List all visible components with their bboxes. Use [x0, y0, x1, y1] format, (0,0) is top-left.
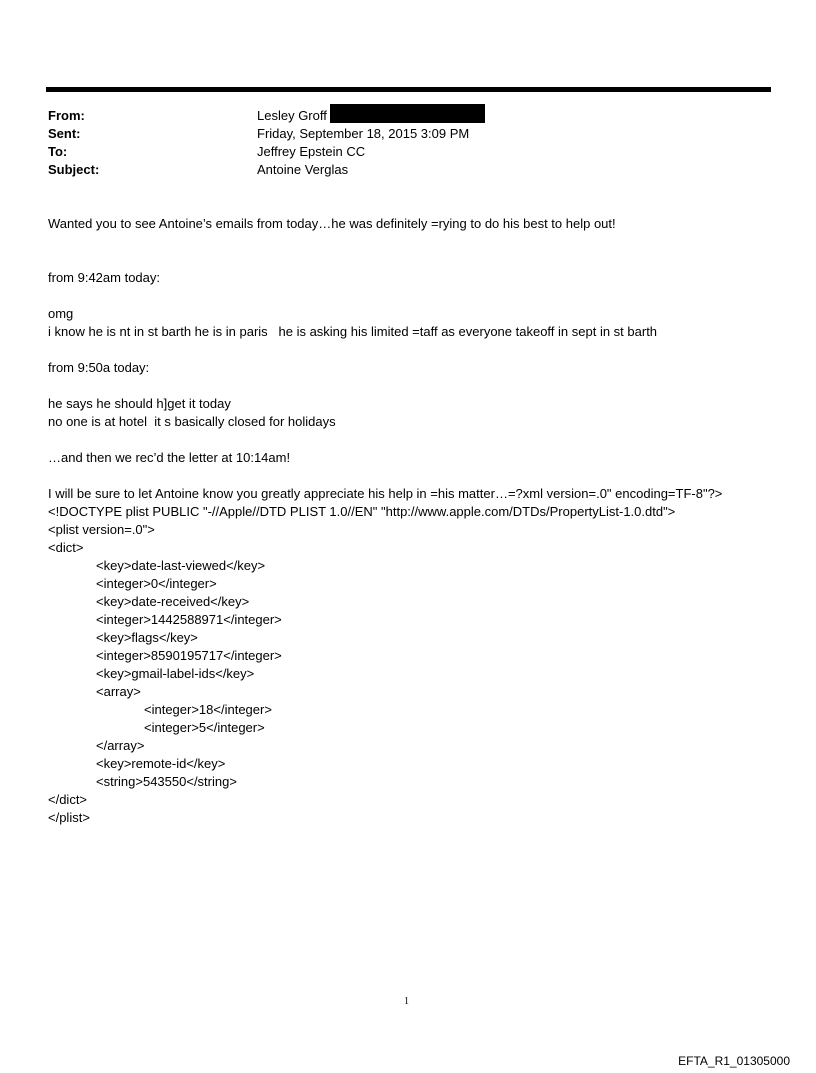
body-line: <integer>0</integer> — [96, 576, 217, 591]
subject-label: Subject: — [48, 162, 100, 177]
body-line: <key>flags</key> — [96, 630, 198, 645]
body-line: <!DOCTYPE plist PUBLIC "-//Apple//DTD PLIST 1.0//EN" "http://www.apple.com/DTDs/PropertyList-1.0.dtd"> — [48, 504, 676, 519]
body-line: <key>date-last-viewed</key> — [96, 558, 266, 573]
body-line: </dict> — [48, 792, 88, 807]
body-line: <integer>8590195717</integer> — [96, 648, 282, 663]
body-line: <key>remote-id</key> — [96, 756, 226, 771]
header-rule — [46, 87, 771, 92]
from-label: From: — [48, 108, 85, 123]
to-value: Jeffrey Epstein CC — [257, 144, 366, 159]
document-id: EFTA_R1_01305000 — [678, 1054, 790, 1068]
body-line: from 9:50a today: — [48, 360, 150, 375]
body-line: <plist version=.0"> — [48, 522, 155, 537]
body-line: he says he should h]get it today — [48, 396, 231, 411]
body-line: no one is at hotel it s basically closed for holidays — [48, 414, 336, 429]
sent-value: Friday, September 18, 2015 3:09 PM — [257, 126, 470, 141]
to-label: To: — [48, 144, 68, 159]
subject-value: Antoine Verglas — [257, 162, 349, 177]
body-line: from 9:42am today: — [48, 270, 160, 285]
body-line: <array> — [96, 684, 141, 699]
body-line: omg — [48, 306, 74, 321]
body-line: </plist> — [48, 810, 90, 825]
body-line: <integer>18</integer> — [144, 702, 272, 717]
from-value: Lesley Groff — [257, 108, 327, 123]
body-line: i know he is nt in st barth he is in paris he is asking his limited =taff as everyone takeoff in sept in st barth — [48, 324, 658, 339]
page-number: 1 — [404, 996, 409, 1007]
body-line: </array> — [96, 738, 145, 753]
body-line: I will be sure to let Antoine know you greatly appreciate his help in =his matter…=?xml version=.0" encoding=TF-8"?> — [48, 486, 723, 501]
body-line: <key>gmail-label-ids</key> — [96, 666, 255, 681]
body-line: <dict> — [48, 540, 84, 555]
body-line: Wanted you to see Antoine’s emails from today…he was definitely =rying to do his best to help out! — [48, 216, 616, 231]
redaction-block — [330, 104, 485, 123]
sent-label: Sent: — [48, 126, 81, 141]
body-line: <key>date-received</key> — [96, 594, 250, 609]
body-line: <integer>1442588971</integer> — [96, 612, 282, 627]
body-line: …and then we rec’d the letter at 10:14am! — [48, 450, 291, 465]
body-line: <string>543550</string> — [96, 774, 237, 789]
body-line: <integer>5</integer> — [144, 720, 265, 735]
